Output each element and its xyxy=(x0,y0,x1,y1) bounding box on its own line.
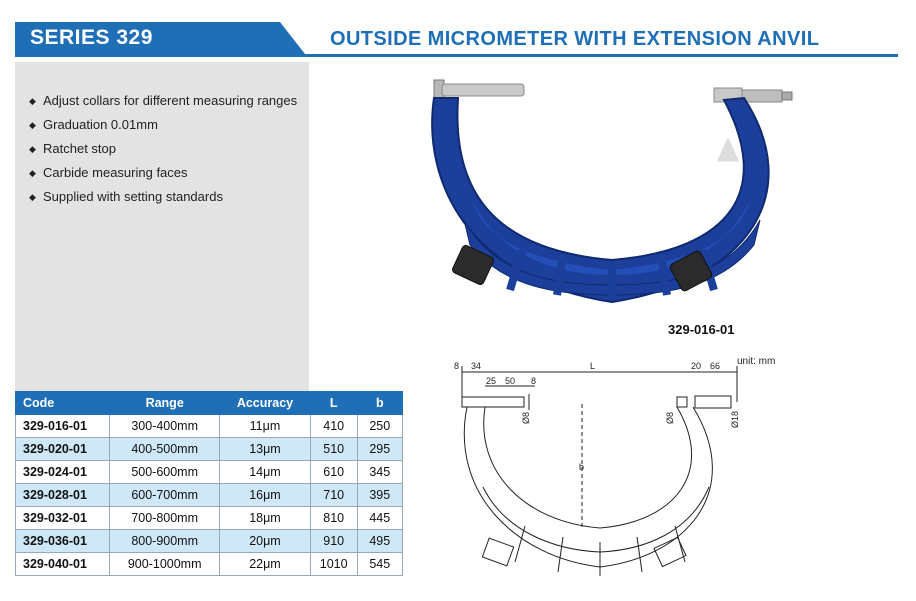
cell-b: 395 xyxy=(357,484,402,507)
cell-code: 329-032-01 xyxy=(16,507,110,530)
technical-drawing xyxy=(445,352,915,601)
dim-label: Ø8 xyxy=(665,411,675,424)
drawing-grip-left xyxy=(482,538,513,566)
brand-logo-icon xyxy=(716,136,740,162)
cell-b: 250 xyxy=(357,415,402,438)
table-row xyxy=(16,461,403,484)
diamond-bullet-icon: ◆ xyxy=(29,96,36,106)
cell-b: 545 xyxy=(357,553,402,576)
col-accuracy-header: Accuracy xyxy=(220,392,311,415)
cell-accuracy: 11μm xyxy=(220,415,311,438)
drawing-spindle xyxy=(677,397,687,407)
frame-rib xyxy=(557,260,562,295)
feature-text: Supplied with setting standards xyxy=(43,189,223,204)
drawing-rib xyxy=(515,526,525,562)
features-list xyxy=(29,92,297,212)
dim-label: 25 xyxy=(486,376,497,386)
feature-text: Carbide measuring faces xyxy=(43,165,188,180)
col-code-header: Code xyxy=(16,392,110,415)
table-row xyxy=(16,553,403,576)
cell-b: 295 xyxy=(357,438,402,461)
cell-range: 600-700mm xyxy=(110,484,220,507)
diamond-bullet-icon: ◆ xyxy=(29,144,36,154)
dim-label: 34 xyxy=(471,361,482,371)
cell-accuracy: 16μm xyxy=(220,484,311,507)
page-header xyxy=(0,0,916,62)
header-divider xyxy=(15,54,898,57)
col-b-header: b xyxy=(357,392,402,415)
col-range-header: Range xyxy=(110,392,220,415)
feature-text: Graduation 0.01mm xyxy=(43,117,158,132)
table-row xyxy=(16,438,403,461)
series-label: SERIES 329 xyxy=(30,26,153,49)
col-l-header: L xyxy=(310,392,357,415)
drawing-rib xyxy=(558,537,563,572)
cell-accuracy: 14μm xyxy=(220,461,311,484)
drawing-anvil xyxy=(462,397,524,407)
feature-item xyxy=(29,140,297,164)
table-row xyxy=(16,484,403,507)
feature-text: Adjust collars for different measuring ranges xyxy=(43,93,298,108)
cell-range: 400-500mm xyxy=(110,438,220,461)
table-row xyxy=(16,507,403,530)
dim-label: Ø18 xyxy=(730,410,740,428)
table-row xyxy=(16,530,403,553)
micrometer-photo xyxy=(412,70,812,340)
unit-label: unit: mm xyxy=(737,356,776,367)
drawing-thimble xyxy=(695,396,731,408)
cell-l: 410 xyxy=(310,415,357,438)
feature-text: Ratchet stop xyxy=(43,141,116,156)
cell-accuracy: 20μm xyxy=(220,530,311,553)
cell-accuracy: 18μm xyxy=(220,507,311,530)
page-title: OUTSIDE MICROMETER WITH EXTENSION ANVIL xyxy=(330,28,820,50)
cell-range: 500-600mm xyxy=(110,461,220,484)
cell-range: 300-400mm xyxy=(110,415,220,438)
dim-label: 8 xyxy=(531,376,537,386)
cell-code: 329-028-01 xyxy=(16,484,110,507)
table-row xyxy=(16,415,403,438)
feature-item xyxy=(29,92,297,116)
spec-table xyxy=(15,391,403,576)
feature-item xyxy=(29,164,297,188)
dim-label: 50 xyxy=(505,376,516,386)
cell-accuracy: 22μm xyxy=(220,553,311,576)
thimble xyxy=(742,90,782,102)
cell-b: 495 xyxy=(357,530,402,553)
cell-l: 810 xyxy=(310,507,357,530)
drawing-rib xyxy=(637,537,642,572)
frame-rib xyxy=(662,260,667,295)
cell-code: 329-020-01 xyxy=(16,438,110,461)
cell-b: 445 xyxy=(357,507,402,530)
ratchet xyxy=(782,92,792,100)
cell-code: 329-036-01 xyxy=(16,530,110,553)
features-panel xyxy=(15,62,309,392)
cell-l: 510 xyxy=(310,438,357,461)
diamond-bullet-icon: ◆ xyxy=(29,120,36,130)
dim-label: 8 xyxy=(454,361,460,371)
cell-accuracy: 13μm xyxy=(220,438,311,461)
diamond-bullet-icon: ◆ xyxy=(29,192,36,202)
frame-outline-inner xyxy=(484,407,692,528)
cell-l: 710 xyxy=(310,484,357,507)
dim-label: 66 xyxy=(710,361,721,371)
cell-range: 900-1000mm xyxy=(110,553,220,576)
cell-code: 329-016-01 xyxy=(16,415,110,438)
feature-item xyxy=(29,116,297,140)
dim-label: L xyxy=(590,361,596,371)
dim-label: Ø8 xyxy=(521,411,531,424)
dim-label: 20 xyxy=(691,361,702,371)
table-header-row xyxy=(16,392,403,415)
cell-code: 329-040-01 xyxy=(16,553,110,576)
cell-l: 1010 xyxy=(310,553,357,576)
cell-range: 700-800mm xyxy=(110,507,220,530)
cell-l: 910 xyxy=(310,530,357,553)
cell-b: 345 xyxy=(357,461,402,484)
extension-anvil xyxy=(442,84,524,96)
cell-range: 800-900mm xyxy=(110,530,220,553)
feature-item xyxy=(29,188,297,212)
dim-label: b xyxy=(579,462,585,472)
photo-caption: 329-016-01 xyxy=(668,322,735,337)
cell-code: 329-024-01 xyxy=(16,461,110,484)
cell-l: 610 xyxy=(310,461,357,484)
diamond-bullet-icon: ◆ xyxy=(29,168,36,178)
